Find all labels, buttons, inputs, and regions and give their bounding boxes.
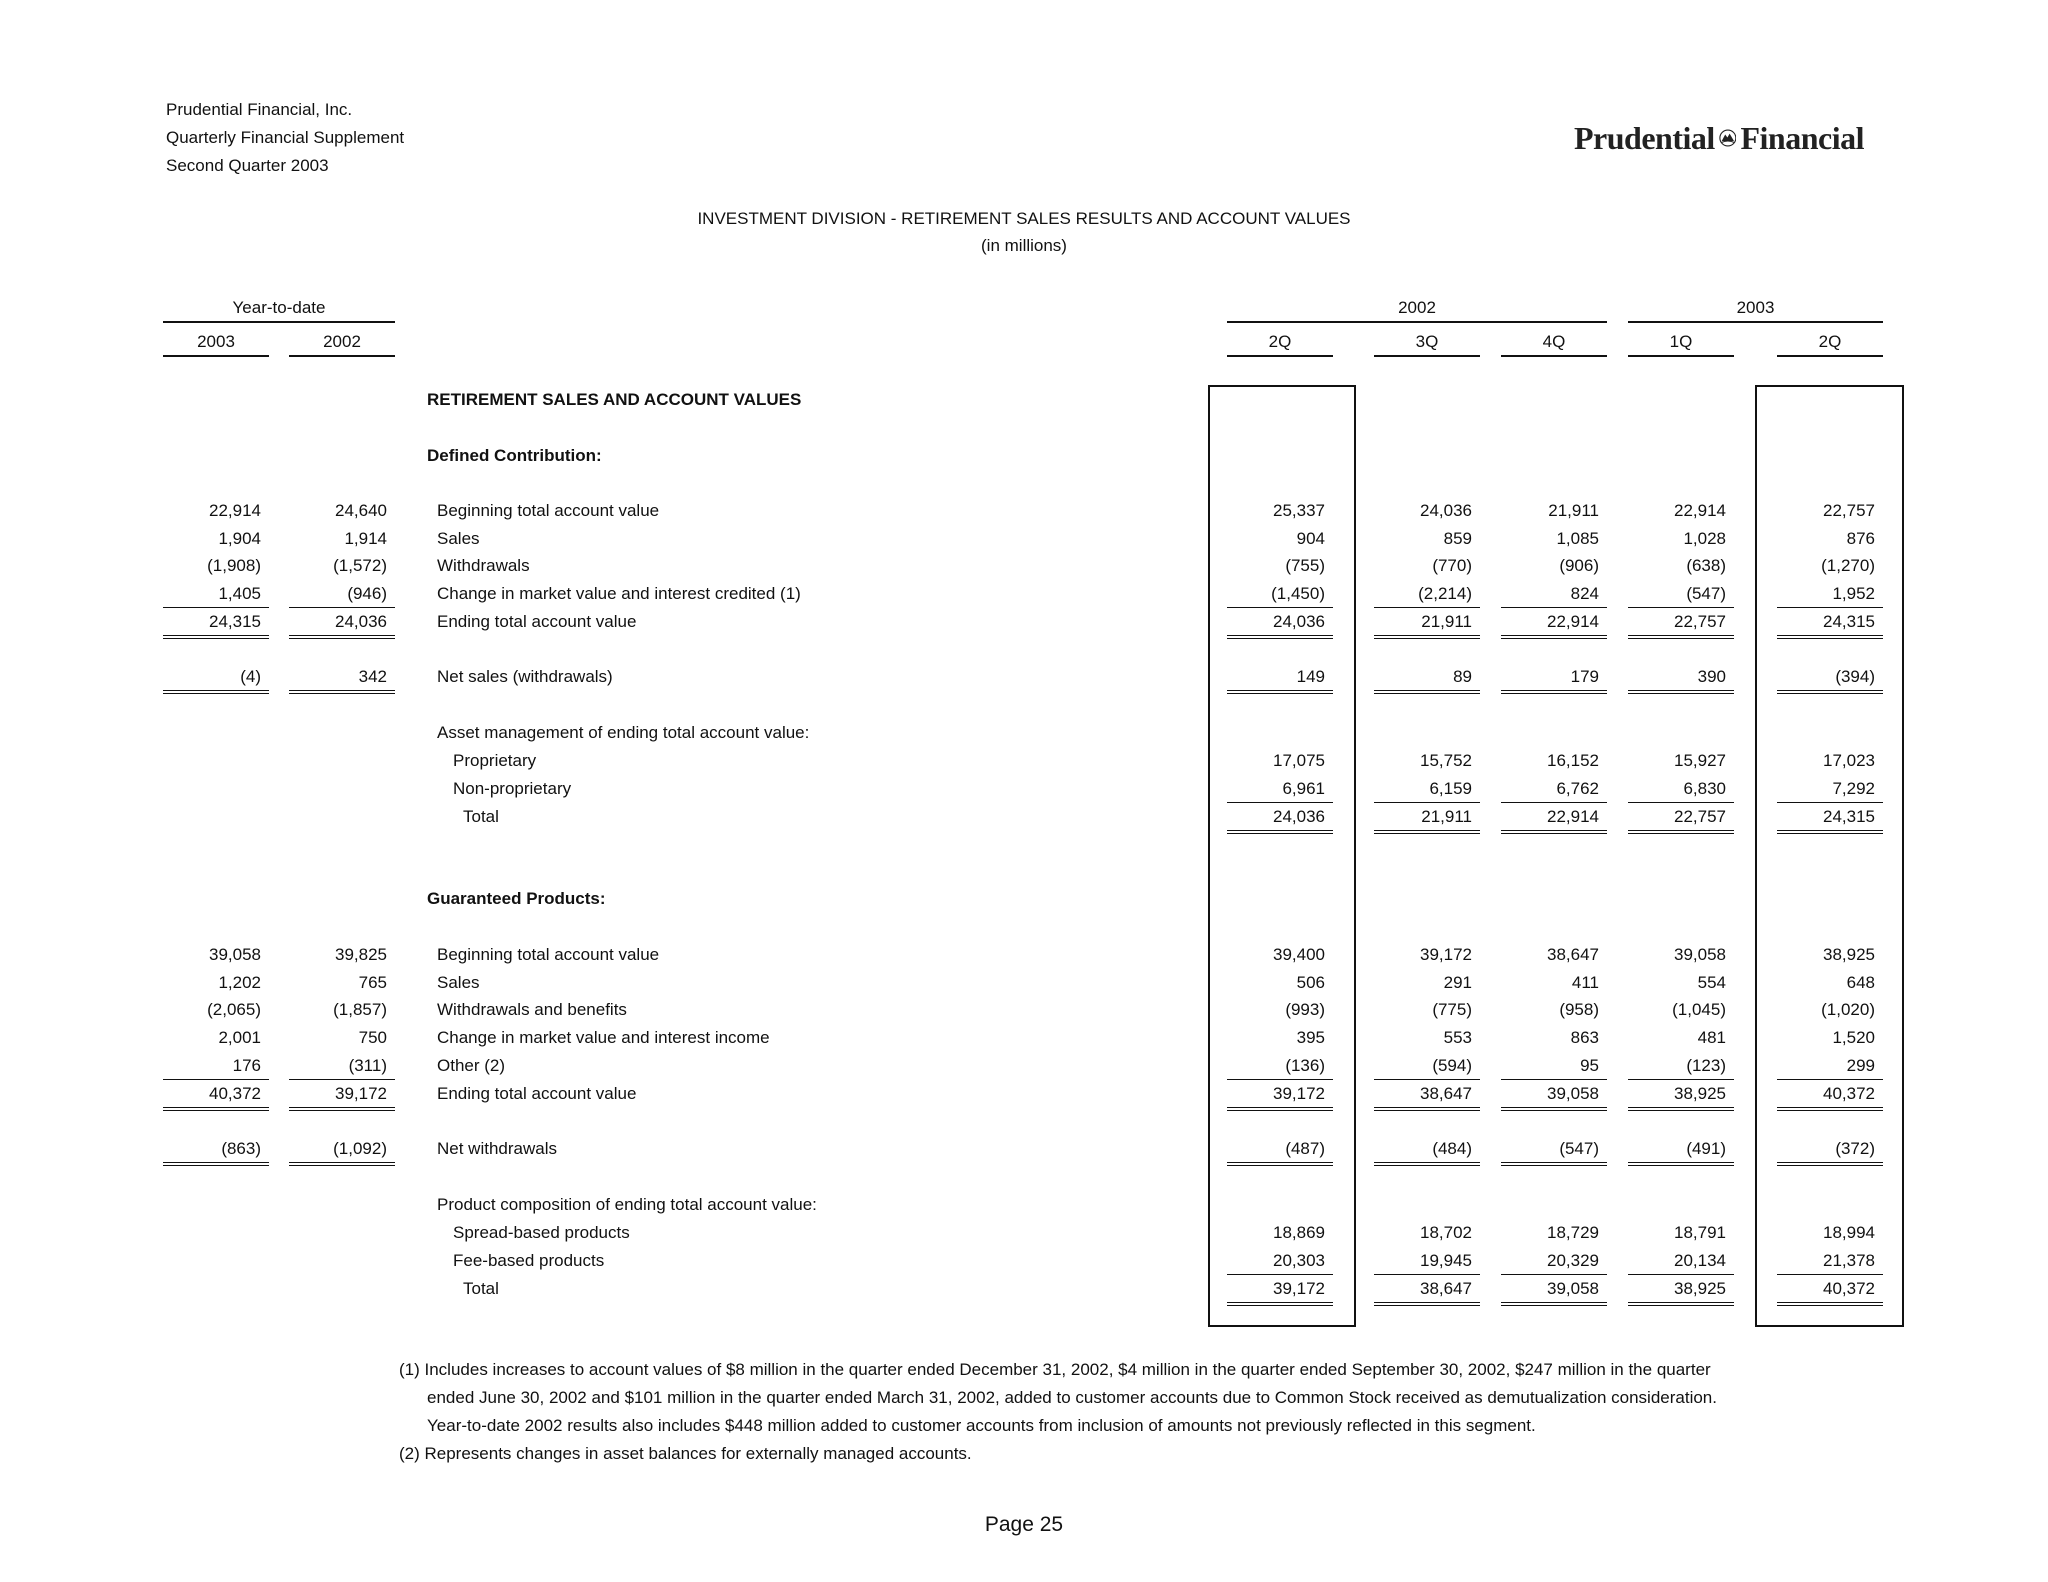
total-double-rule — [1777, 690, 1883, 694]
quarter-value: 20,134 — [1674, 1251, 1726, 1270]
subtotal-rule — [1777, 607, 1883, 608]
total-double-rule — [163, 635, 269, 639]
subtotal-rule — [1777, 1274, 1883, 1275]
quarter-value: (775) — [1432, 1000, 1472, 1019]
quarter-value: 179 — [1570, 667, 1599, 686]
ytd-2002-value: 24,036 — [335, 612, 387, 631]
total-double-rule — [1628, 635, 1734, 639]
quarter-value: 6,159 — [1429, 779, 1472, 798]
quarter-value: 395 — [1296, 1028, 1325, 1047]
ytd-2002-value: (946) — [347, 584, 387, 603]
quarter-value: 6,762 — [1556, 779, 1599, 798]
quarter-value: 17,023 — [1823, 751, 1875, 770]
quarter-value: 1,952 — [1832, 584, 1875, 603]
total-double-rule — [1227, 1162, 1333, 1166]
logo-text-left: Prudential — [1574, 119, 1715, 156]
ytd-2003-value: 22,914 — [209, 501, 261, 520]
quarter-value: 18,729 — [1547, 1223, 1599, 1242]
footnote-2: (2) Represents changes in asset balances for externally managed accounts. — [399, 1444, 972, 1463]
quarter-value: 39,172 — [1420, 945, 1472, 964]
footnote-1: (1) Includes increases to account values of $8 million in the quarter ended December 31, 2002, $4 million in the quarter ended September 30, 2002, $247 million in the quarter — [399, 1360, 1711, 1379]
quarter-value: (755) — [1285, 556, 1325, 575]
total-double-rule — [1227, 1107, 1333, 1111]
total-double-rule — [1227, 830, 1333, 834]
quarter-rule — [1628, 355, 1734, 357]
quarter-rule — [1374, 355, 1480, 357]
quarter-value: (993) — [1285, 1000, 1325, 1019]
quarter-value: 16,152 — [1547, 751, 1599, 770]
subtotal-rule — [1777, 802, 1883, 803]
quarter-value: 481 — [1697, 1028, 1726, 1047]
total-double-rule — [163, 1162, 269, 1166]
quarter-value: 291 — [1443, 973, 1472, 992]
quarter-value: 39,058 — [1547, 1084, 1599, 1103]
quarter-value: 39,058 — [1547, 1279, 1599, 1298]
quarter-value: 24,036 — [1273, 612, 1325, 631]
ytd-header-rule — [163, 321, 395, 323]
total-double-rule — [1501, 635, 1607, 639]
subtotal-rule — [1227, 1079, 1333, 1080]
total-double-rule — [1777, 1162, 1883, 1166]
row-label: Spread-based products — [453, 1223, 630, 1242]
quarter-value: (1,020) — [1821, 1000, 1875, 1019]
quarter-value: 25,337 — [1273, 501, 1325, 520]
quarter-value: 554 — [1697, 973, 1726, 992]
subtotal-rule — [1501, 1274, 1607, 1275]
quarter-value: 553 — [1443, 1028, 1472, 1047]
quarter-value: 20,303 — [1273, 1251, 1325, 1270]
quarter-value: 24,036 — [1273, 807, 1325, 826]
footnote-1-cont: Year-to-date 2002 results also includes $448 million added to customer accounts from inclusion of amounts not previously reflected in this segment. — [427, 1416, 1536, 1435]
quarter-value: (906) — [1559, 556, 1599, 575]
row-label: Non-proprietary — [453, 779, 572, 798]
quarter-value: (123) — [1686, 1056, 1726, 1075]
quarter-value: 38,647 — [1420, 1279, 1472, 1298]
page-title: INVESTMENT DIVISION - RETIREMENT SALES RESULTS AND ACCOUNT VALUES — [697, 209, 1351, 228]
total-double-rule — [289, 1162, 395, 1166]
row-label: Product composition of ending total account value: — [437, 1195, 817, 1214]
quarter-value: (491) — [1686, 1139, 1726, 1158]
quarter-value: 21,911 — [1421, 807, 1472, 826]
subtotal-rule — [1628, 1274, 1734, 1275]
total-double-rule — [1374, 1162, 1480, 1166]
total-double-rule — [1501, 1107, 1607, 1111]
quarter-header: 3Q — [1415, 332, 1439, 351]
total-double-rule — [1777, 635, 1883, 639]
ytd-header: Year-to-date — [232, 298, 326, 317]
quarter-value: (547) — [1686, 584, 1726, 603]
quarter-value: 24,036 — [1420, 501, 1472, 520]
subtotal-rule — [289, 1079, 395, 1080]
quarter-value: 22,914 — [1674, 501, 1726, 520]
quarter-header: 2Q — [1818, 332, 1842, 351]
row-label: Asset management of ending total account value: — [437, 723, 810, 742]
quarter-value: (484) — [1432, 1139, 1472, 1158]
ytd-2003-value: 24,315 — [209, 612, 261, 631]
total-double-rule — [289, 635, 395, 639]
quarter-value: 38,647 — [1547, 945, 1599, 964]
quarter-value: 18,869 — [1273, 1223, 1325, 1242]
quarter-value: (2,214) — [1418, 584, 1472, 603]
subtotal-rule — [1628, 607, 1734, 608]
row-label: Net sales (withdrawals) — [437, 667, 613, 686]
footnote-1-cont: ended June 30, 2002 and $101 million in the quarter ended March 31, 2002, added to customer accounts due to Common Stock received as demutualization consideration. — [427, 1388, 1717, 1407]
total-double-rule — [163, 1107, 269, 1111]
ytd-2002-value: 39,825 — [335, 945, 387, 964]
quarter-value: 411 — [1571, 973, 1599, 992]
quarter-value: 38,925 — [1674, 1279, 1726, 1298]
row-label: Proprietary — [453, 751, 537, 770]
subtotal-rule — [1374, 1274, 1480, 1275]
quarter-value: 15,752 — [1420, 751, 1472, 770]
ytd-2002-value: 750 — [358, 1028, 387, 1047]
ytd-2003-value: (2,065) — [207, 1000, 261, 1019]
quarter-value: 40,372 — [1823, 1279, 1875, 1298]
total-double-rule — [1628, 1162, 1734, 1166]
total-double-rule — [1374, 1302, 1480, 1306]
subtotal-rule — [1628, 802, 1734, 803]
quarter-value: 299 — [1846, 1056, 1875, 1075]
rock-icon — [1719, 118, 1737, 158]
row-label: Ending total account value — [437, 1084, 637, 1103]
quarter-value: 506 — [1296, 973, 1325, 992]
prudential-logo — [1574, 118, 1864, 158]
quarter-value: 876 — [1846, 529, 1875, 548]
quarter-rule — [1777, 355, 1883, 357]
total-double-rule — [1628, 830, 1734, 834]
quarter-value: (958) — [1559, 1000, 1599, 1019]
ytd-2002-rule — [289, 355, 395, 357]
subtotal-rule — [1227, 607, 1333, 608]
subtotal-rule — [1227, 1274, 1333, 1275]
quarter-value: 89 — [1453, 667, 1472, 686]
quarter-value: (1,270) — [1821, 556, 1875, 575]
quarter-value: 39,172 — [1273, 1084, 1325, 1103]
quarter-value: 1,085 — [1556, 529, 1599, 548]
ytd-2002-value: 39,172 — [335, 1084, 387, 1103]
total-double-rule — [163, 690, 269, 694]
total-double-rule — [1374, 1107, 1480, 1111]
subtotal-rule — [1374, 802, 1480, 803]
quarter-value: 390 — [1697, 667, 1726, 686]
subtotal-rule — [1374, 607, 1480, 608]
total-double-rule — [1227, 635, 1333, 639]
quarter-value: (372) — [1835, 1139, 1875, 1158]
row-label: Withdrawals and benefits — [437, 1000, 627, 1019]
section-heading: Defined Contribution: — [427, 446, 602, 465]
quarter-value: 18,791 — [1674, 1223, 1726, 1242]
row-label: Beginning total account value — [437, 501, 660, 520]
document-name: Quarterly Financial Supplement — [166, 128, 405, 147]
ytd-2002-value: (1,857) — [333, 1000, 387, 1019]
quarter-value: 648 — [1846, 973, 1875, 992]
quarter-value: 824 — [1570, 584, 1599, 603]
ytd-2002-value: (1,092) — [333, 1139, 387, 1158]
total-double-rule — [1501, 830, 1607, 834]
quarter-value: 15,927 — [1674, 751, 1726, 770]
row-label: Ending total account value — [437, 612, 637, 631]
ytd-2003-value: (1,908) — [207, 556, 261, 575]
quarter-value: 39,400 — [1273, 945, 1325, 964]
year-2002-header: 2002 — [1398, 298, 1436, 317]
row-label: Other (2) — [437, 1056, 506, 1075]
quarter-value: 18,994 — [1823, 1223, 1875, 1242]
total-double-rule — [1777, 1107, 1883, 1111]
row-label: Change in market value and interest credited (1) — [437, 584, 801, 603]
company-name: Prudential Financial, Inc. — [166, 100, 353, 119]
total-double-rule — [1227, 1302, 1333, 1306]
total-double-rule — [1227, 690, 1333, 694]
quarter-value: 149 — [1296, 667, 1325, 686]
subtotal-rule — [1501, 802, 1607, 803]
quarter-value: 21,911 — [1421, 612, 1472, 631]
subtotal-rule — [1501, 607, 1607, 608]
quarter-value: 863 — [1570, 1028, 1599, 1047]
row-label: Sales — [437, 529, 480, 548]
total-double-rule — [1777, 1302, 1883, 1306]
total-double-rule — [1628, 1302, 1734, 1306]
year-2003-rule — [1628, 321, 1883, 323]
ytd-2002-value: (1,572) — [333, 556, 387, 575]
quarter-value: 6,961 — [1282, 779, 1325, 798]
quarter-value: 20,329 — [1547, 1251, 1599, 1270]
subtotal-rule — [1501, 1079, 1607, 1080]
total-double-rule — [289, 690, 395, 694]
subtotal-rule — [163, 607, 269, 608]
quarter-value: 22,757 — [1674, 807, 1726, 826]
ytd-2003-value: 2,001 — [218, 1028, 261, 1047]
quarter-value: 40,372 — [1823, 1084, 1875, 1103]
quarter-value: (594) — [1432, 1056, 1472, 1075]
year-2003-header: 2003 — [1736, 298, 1775, 317]
section-heading: RETIREMENT SALES AND ACCOUNT VALUES — [427, 390, 802, 409]
ytd-2003-value: 176 — [232, 1056, 261, 1075]
report-period: Second Quarter 2003 — [166, 156, 329, 175]
page-number: Page 25 — [984, 1513, 1064, 1536]
quarter-header: 1Q — [1669, 332, 1693, 351]
quarter-value: 24,315 — [1823, 612, 1875, 631]
total-double-rule — [1777, 830, 1883, 834]
ytd-2002-value: 24,640 — [335, 501, 387, 520]
row-label: Fee-based products — [453, 1251, 605, 1270]
quarter-value: 6,830 — [1683, 779, 1726, 798]
quarter-value: 21,911 — [1548, 501, 1599, 520]
quarter-value: 38,647 — [1420, 1084, 1472, 1103]
total-double-rule — [1628, 1107, 1734, 1111]
total-double-rule — [1628, 690, 1734, 694]
quarter-value: 21,378 — [1823, 1251, 1875, 1270]
quarter-value: 904 — [1296, 529, 1325, 548]
subtotal-rule — [163, 1079, 269, 1080]
row-label: Total — [463, 807, 499, 826]
ytd-2003-value: 1,405 — [218, 584, 261, 603]
quarter-value: (1,045) — [1672, 1000, 1726, 1019]
ytd-2003-value: (863) — [221, 1139, 261, 1158]
quarter-value: (770) — [1432, 556, 1472, 575]
quarter-value: 17,075 — [1273, 751, 1325, 770]
quarter-value: 38,925 — [1674, 1084, 1726, 1103]
ytd-2003-value: 1,202 — [218, 973, 261, 992]
quarter-value: 1,520 — [1832, 1028, 1875, 1047]
total-double-rule — [1374, 830, 1480, 834]
quarter-value: 24,315 — [1823, 807, 1875, 826]
quarter-value: (1,450) — [1271, 584, 1325, 603]
quarter-value: 22,757 — [1674, 612, 1726, 631]
quarter-value: (547) — [1559, 1139, 1599, 1158]
row-label: Total — [463, 1279, 499, 1298]
subtotal-rule — [1777, 1079, 1883, 1080]
logo-text-right: Financial — [1740, 119, 1864, 156]
total-double-rule — [289, 1107, 395, 1111]
quarter-value: (638) — [1686, 556, 1726, 575]
total-double-rule — [1374, 635, 1480, 639]
quarter-value: 95 — [1580, 1056, 1599, 1075]
year-2002-rule — [1227, 321, 1607, 323]
row-label: Beginning total account value — [437, 945, 660, 964]
subtotal-rule — [1628, 1079, 1734, 1080]
ytd-2002-value: 342 — [358, 667, 387, 686]
quarter-value: (487) — [1285, 1139, 1325, 1158]
ytd-2003-value: 40,372 — [209, 1084, 261, 1103]
quarter-header: 2Q — [1268, 332, 1292, 351]
ytd-2003-value: 1,904 — [218, 529, 261, 548]
row-label: Net withdrawals — [437, 1139, 557, 1158]
quarter-rule — [1227, 355, 1333, 357]
ytd-2003-header: 2003 — [197, 332, 235, 351]
ytd-2003-value: (4) — [240, 667, 261, 686]
quarter-value: 39,058 — [1674, 945, 1726, 964]
quarter-value: 22,914 — [1547, 807, 1599, 826]
quarter-value: 19,945 — [1420, 1251, 1472, 1270]
quarter-value: 38,925 — [1823, 945, 1875, 964]
ytd-2002-header: 2002 — [323, 332, 361, 351]
quarter-header: 4Q — [1542, 332, 1566, 351]
total-double-rule — [1501, 1302, 1607, 1306]
ytd-2003-rule — [163, 355, 269, 357]
quarter-value: 22,757 — [1823, 501, 1875, 520]
quarter-value: 22,914 — [1547, 612, 1599, 631]
subtotal-rule — [289, 607, 395, 608]
ytd-2002-value: 765 — [358, 973, 387, 992]
row-label: Withdrawals — [437, 556, 530, 575]
quarter-value: (394) — [1835, 667, 1875, 686]
quarter-rule — [1501, 355, 1607, 357]
total-double-rule — [1374, 690, 1480, 694]
quarter-value: (136) — [1285, 1056, 1325, 1075]
total-double-rule — [1501, 690, 1607, 694]
section-heading: Guaranteed Products: — [427, 889, 606, 908]
page-subtitle: (in millions) — [981, 236, 1067, 255]
ytd-2002-value: 1,914 — [344, 529, 387, 548]
ytd-2003-value: 39,058 — [209, 945, 261, 964]
subtotal-rule — [1374, 1079, 1480, 1080]
quarter-value: 39,172 — [1273, 1279, 1325, 1298]
row-label: Change in market value and interest income — [437, 1028, 770, 1047]
quarter-value: 18,702 — [1420, 1223, 1472, 1242]
subtotal-rule — [1227, 802, 1333, 803]
quarter-value: 7,292 — [1832, 779, 1875, 798]
quarter-value: 1,028 — [1683, 529, 1726, 548]
row-label: Sales — [437, 973, 480, 992]
total-double-rule — [1501, 1162, 1607, 1166]
quarter-value: 859 — [1443, 529, 1472, 548]
highlight-box-2q-2003 — [1755, 385, 1904, 1327]
ytd-2002-value: (311) — [348, 1056, 387, 1075]
highlight-box-2q-2002 — [1208, 385, 1356, 1327]
